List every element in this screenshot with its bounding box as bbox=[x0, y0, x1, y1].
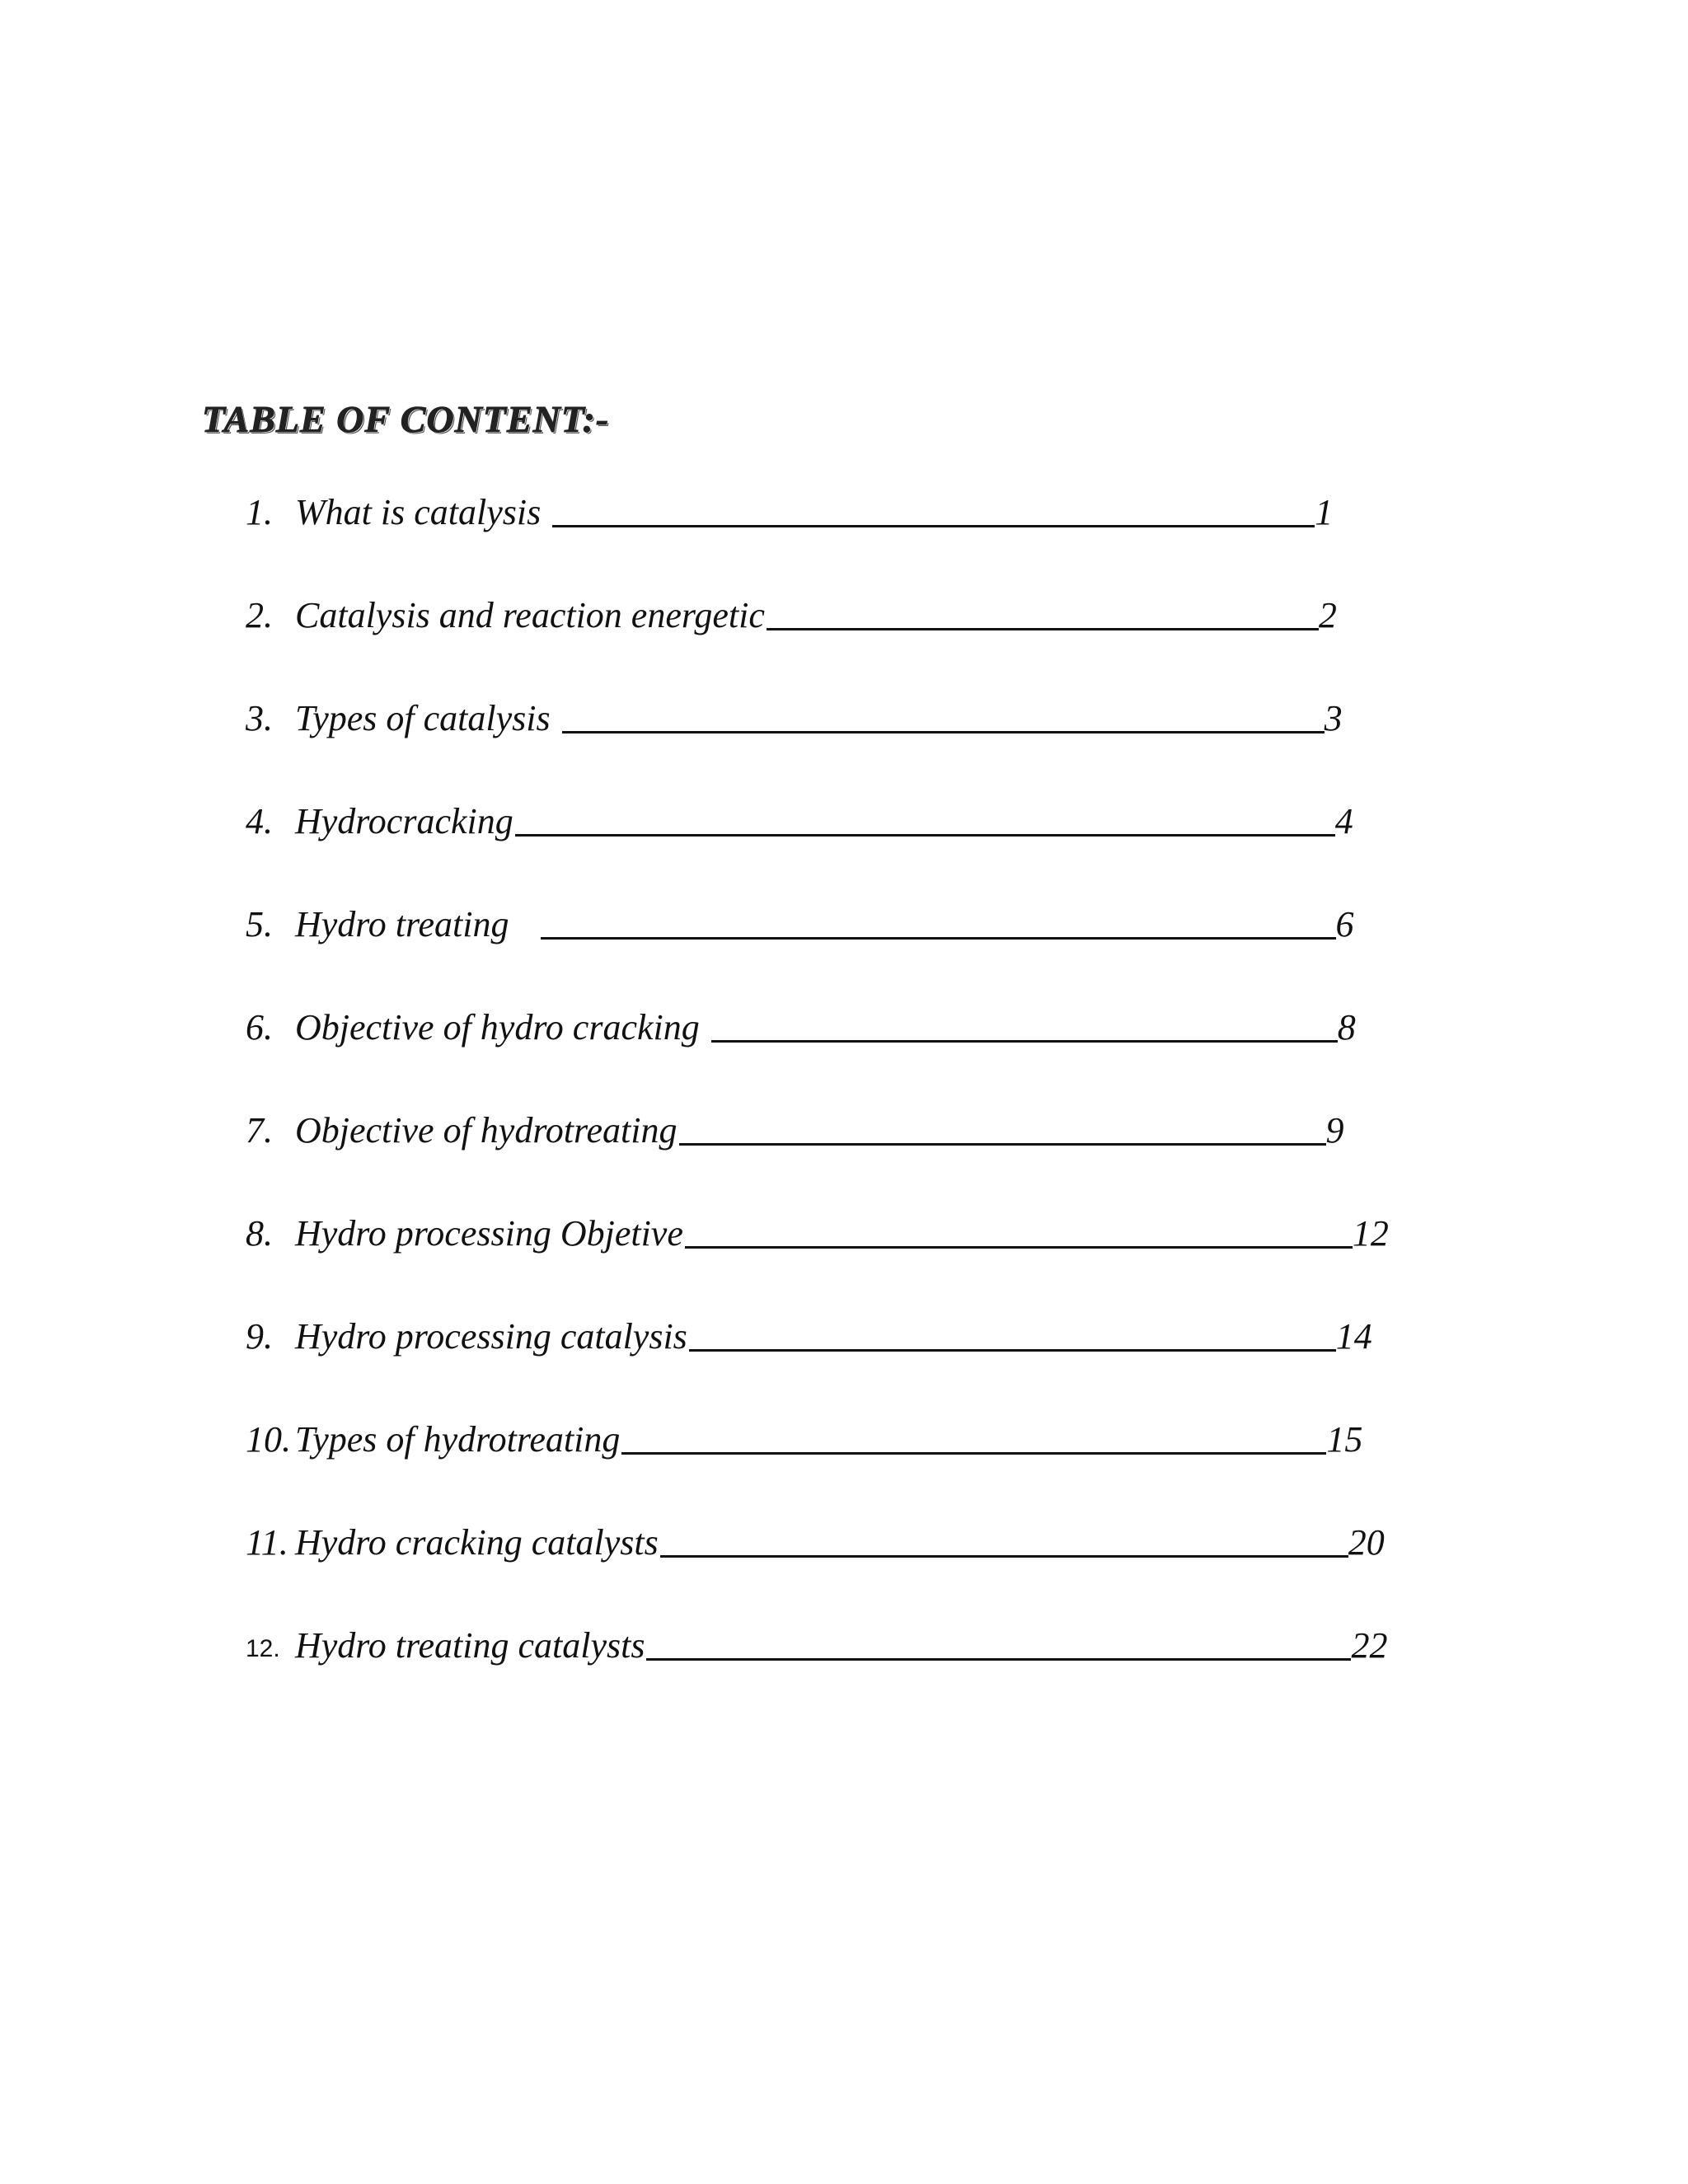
toc-entry-number: 8. bbox=[246, 1213, 273, 1254]
toc-entry-number: 2. bbox=[246, 595, 273, 635]
toc-leader-line bbox=[646, 1658, 1351, 1661]
toc-entry-number: 6. bbox=[246, 1007, 273, 1047]
toc-entry-page: 2 bbox=[1318, 595, 1337, 635]
toc-entry-number: 11. bbox=[246, 1522, 288, 1563]
toc-entry-title: Hydro treating bbox=[295, 904, 509, 944]
toc-entry-number: 7. bbox=[246, 1110, 273, 1151]
toc-leader-line bbox=[679, 1143, 1326, 1146]
toc-entry bbox=[246, 1415, 1362, 1465]
toc-entry-title: Objective of hydrotreating bbox=[295, 1110, 678, 1151]
toc-entry bbox=[246, 1518, 1385, 1568]
toc-entry bbox=[246, 488, 1333, 537]
toc-entry-number: 4. bbox=[246, 801, 273, 841]
toc-entry-number: 10. bbox=[246, 1419, 291, 1460]
toc-entry-page: 14 bbox=[1335, 1316, 1372, 1357]
toc-entry-page: 3 bbox=[1324, 698, 1343, 738]
toc-entry bbox=[246, 1209, 1389, 1258]
toc-entry-page: 15 bbox=[1326, 1419, 1363, 1460]
toc-entry bbox=[246, 1312, 1372, 1361]
toc-entry-number: 12. bbox=[246, 1635, 280, 1662]
toc-heading: TABLE OF CONTENT:- bbox=[202, 398, 610, 440]
toc-leader-line bbox=[660, 1555, 1348, 1558]
toc-entry-number: 5. bbox=[246, 904, 273, 944]
toc-entry-title: Hydro processing catalysis bbox=[295, 1316, 687, 1357]
toc-entry bbox=[246, 1106, 1344, 1155]
toc-entry-page: 9 bbox=[1325, 1110, 1344, 1151]
toc-entry bbox=[246, 900, 1354, 949]
toc-entry-title: Hydro processing Objetive bbox=[295, 1213, 683, 1254]
toc-leader-line bbox=[685, 1246, 1353, 1249]
toc-leader-line bbox=[515, 834, 1335, 837]
toc-entry-page: 8 bbox=[1337, 1007, 1356, 1047]
toc-entry bbox=[246, 1621, 1387, 1671]
toc-leader-line bbox=[541, 937, 1336, 940]
toc-entry bbox=[246, 1003, 1356, 1052]
toc-entry-title: Objective of hydro cracking bbox=[295, 1007, 700, 1047]
toc-entry-page: 22 bbox=[1351, 1625, 1388, 1666]
toc-entry-page: 1 bbox=[1315, 492, 1334, 532]
toc-entry-page: 20 bbox=[1348, 1522, 1385, 1563]
toc-leader-line bbox=[552, 525, 1315, 527]
toc-entry bbox=[246, 797, 1353, 846]
toc-entry-title: What is catalysis bbox=[295, 492, 542, 532]
toc-leader-line bbox=[562, 731, 1325, 733]
toc-entry-title: Hydro treating catalysts bbox=[295, 1625, 645, 1666]
toc-entry-title: Types of catalysis bbox=[295, 698, 551, 738]
toc-entry bbox=[246, 591, 1337, 640]
toc-entry-title: Catalysis and reaction energetic bbox=[295, 595, 765, 635]
toc-entry-number: 3. bbox=[246, 698, 273, 738]
toc-leader-line bbox=[621, 1452, 1326, 1455]
toc-entry-page: 6 bbox=[1335, 904, 1354, 944]
toc-entry bbox=[246, 694, 1343, 743]
toc-entry-title: Hydrocracking bbox=[295, 801, 513, 841]
toc-leader-line bbox=[689, 1349, 1336, 1352]
toc-leader-line bbox=[767, 628, 1319, 630]
toc-entry-page: 4 bbox=[1334, 801, 1353, 841]
toc-entry-title: Hydro cracking catalysts bbox=[295, 1522, 659, 1563]
toc-entry-page: 12 bbox=[1352, 1213, 1389, 1254]
toc-entry-title: Types of hydrotreating bbox=[295, 1419, 621, 1460]
toc-entry-number: 9. bbox=[246, 1316, 273, 1357]
toc-entry-number: 1. bbox=[246, 492, 273, 532]
toc-leader-line bbox=[711, 1040, 1338, 1043]
